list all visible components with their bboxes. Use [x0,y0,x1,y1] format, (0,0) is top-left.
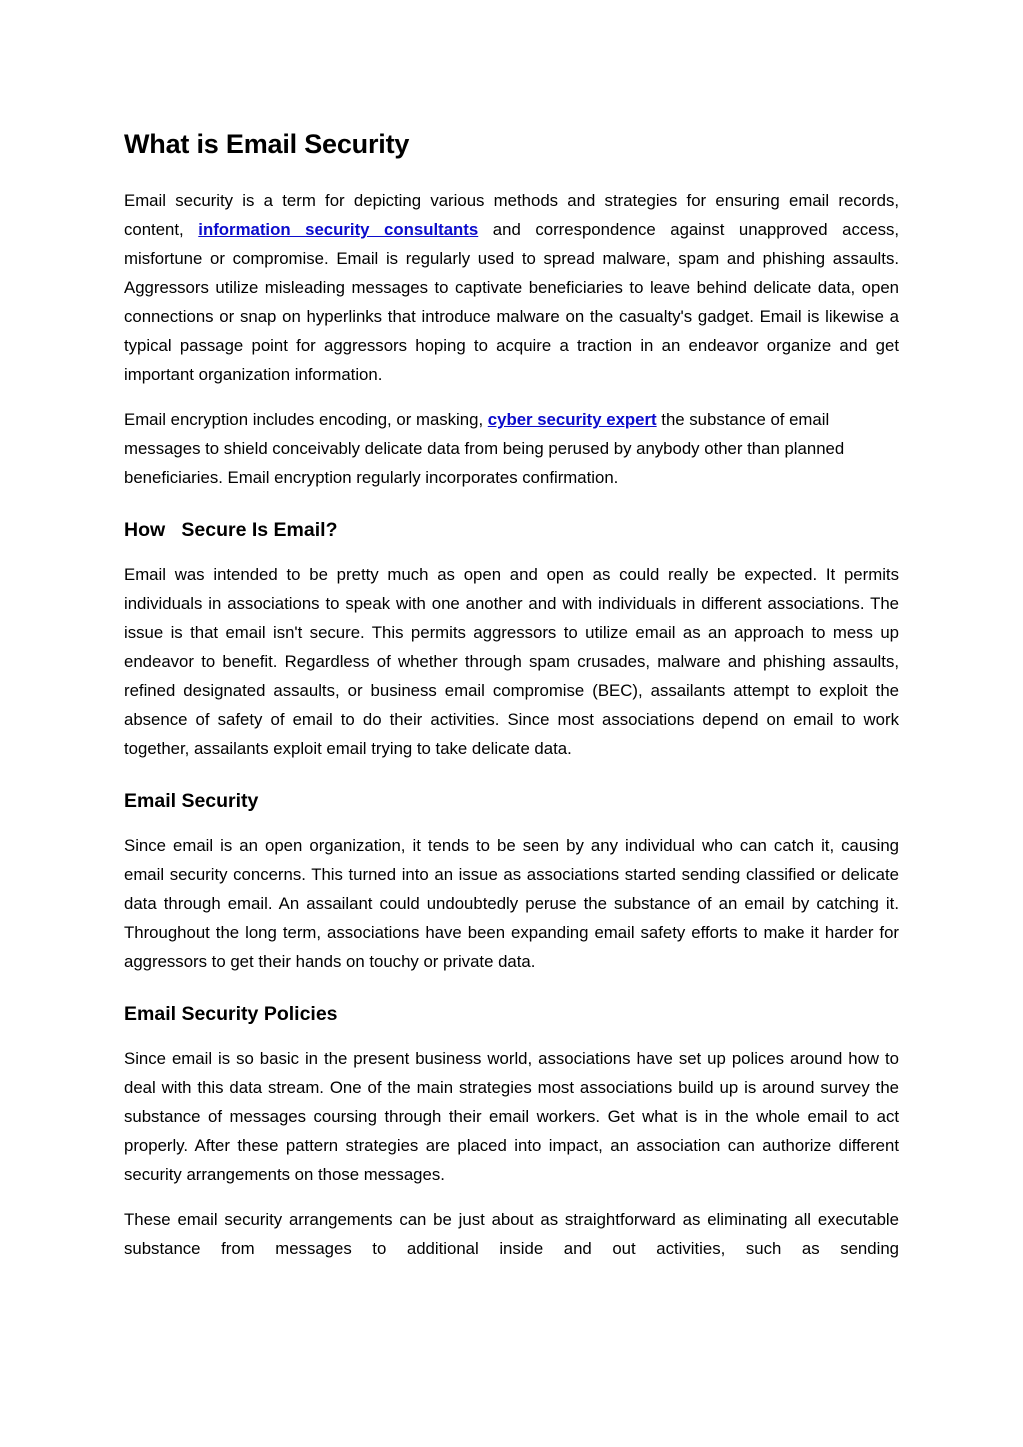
intro-paragraph-1 [124,186,899,389]
section-heading-how-secure: How Secure Is Email? [124,519,338,541]
intro-paragraph-1-text-end: and correspondence against unapproved access, misfortune or compromise. Email is regularly used to spread malware, spam and phishing assaults. Aggressors utilize misleading messages to captivate beneficiaries to leave behind delicate data, open connections or snap on hyperlinks that introduce malware on the casualty's gadget. Email is likewise a typical passage point for aggressors hoping to acquire a traction in an endeavor organize and get important organization information. [124,220,900,384]
intro-paragraph-2-text-start: Email encryption includes encoding, or masking, [124,410,488,429]
section-heading-email-security: Email Security [124,790,259,812]
section-policies-paragraph-2: These email security arrangements can be just about as straightforward as eliminating all executable substance from messages to additional inside and out activities, such as sending [124,1210,899,1258]
intro-paragraph-2 [124,405,899,492]
page-title: What is Email Security [124,129,410,159]
cyber-security-expert-link[interactable]: cyber security expert [487,410,657,429]
intro-paragraph-2-text-end: the substance of email messages to shield conceivably delicate data from being perused by anybody other than planned beneficiaries. Email encryption regularly incorporates confirmation. [124,410,845,487]
intro-paragraph-1-text-start: Email security is a term for depicting various methods and strategies for ensuring email records, content, [124,191,899,239]
document-page [124,122,899,1279]
section-email-security-paragraph: Since email is an open organization, it tends to be seen by any individual who can catch it, causing email security concerns. This turned into an issue as associations started sending classified or delicate data through email. An assailant could undoubtedly peruse the substance of an email by catching it. Throughout the long term, associations have been expanding email safety efforts to make it harder for aggressors to get their hands on touchy or private data. [124,836,899,971]
information-security-consultants-link[interactable]: information security consultants [198,220,479,239]
section-heading-email-security-policies: Email Security Policies [124,1003,338,1025]
section-how-secure-paragraph: Email was intended to be pretty much as open and open as could really be expected. It permits individuals in associations to speak with one another and with individuals in different associations. The issue is that email isn't secure. This permits aggressors to utilize email as an approach to mess up endeavor to benefit. Regardless of whether through spam crusades, malware and phishing assaults, refined designated assaults, or business email compromise (BEC), assailants attempt to exploit the absence of safety of email to do their activities. Since most associations depend on email to work together, assailants exploit email trying to take delicate data. [124,565,899,758]
section-policies-paragraph-1: Since email is so basic in the present business world, associations have set up polices around how to deal with this data stream. One of the main strategies most associations build up is around survey the substance of messages coursing through their email workers. Get what is in the whole email to act properly. After these pattern strategies are placed into impact, an association can authorize different security arrangements on those messages. [124,1049,899,1184]
